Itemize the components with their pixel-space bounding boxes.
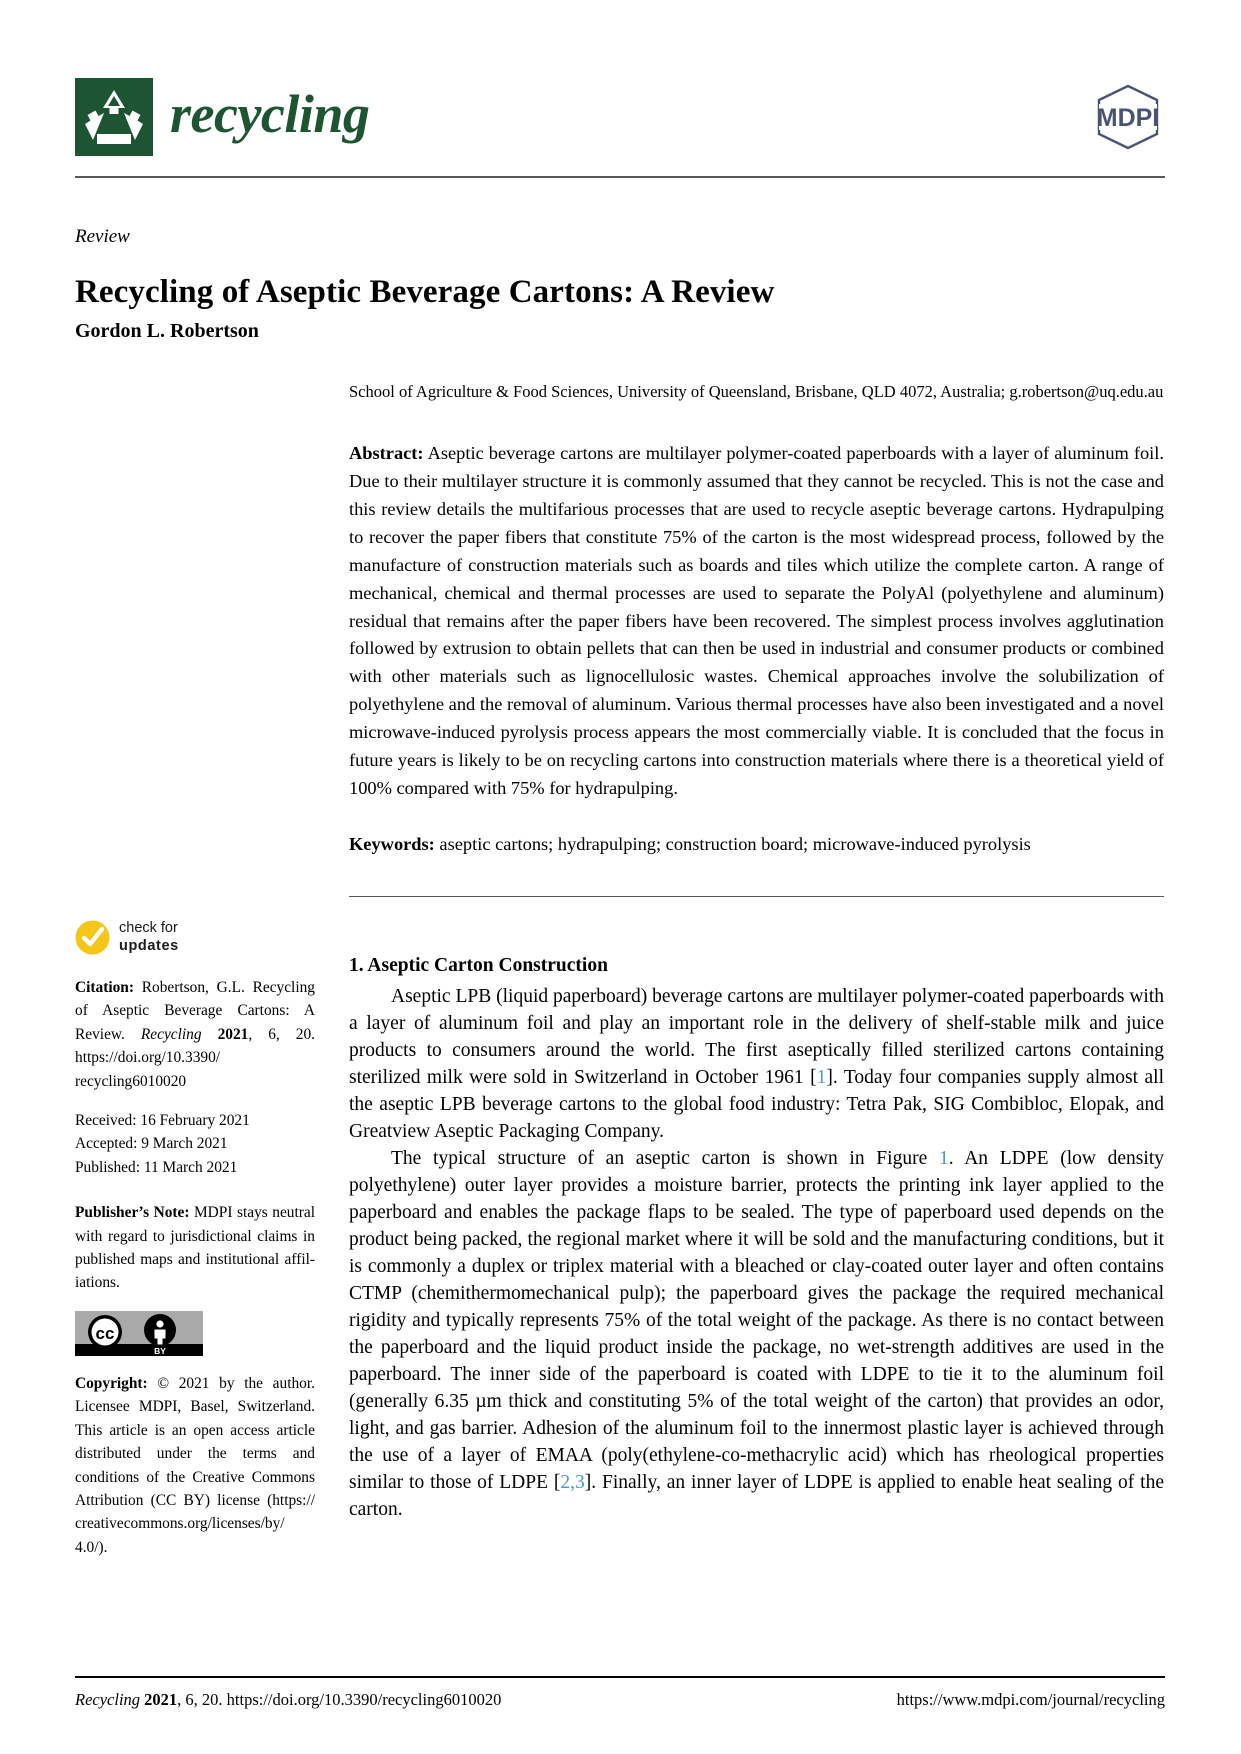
abstract-column (349, 380, 1164, 858)
masthead (75, 78, 1165, 170)
check-label-line1: check for (119, 920, 178, 937)
svg-text:cc: cc (95, 1323, 115, 1343)
footer-doi: , 6, 20. https://doi.org/10.3390/recycling6010020 (177, 1690, 502, 1709)
paragraph-2-part-b: . An LDPE (low density polyethylene) outer layer provides a moisture barrier, protects the printing ink layer applied to the paperboard and enables the package flaps to be sealed. The type of paperboard used depends on the product being packed, the regional market where it will be sold and the manufacturing conditions, but it is commonly a duplex or triplex material with a bleached or clay-coated outer layer and often contains CTMP (chemithermomechanical pulp); the paperboard gives the package the required mechanical rigidity and typically represents 75% of the total weight of the package. As there is no contact between the paperboard and the liquid product inside the package, no wet-strength additives are used in the paperboard. The inner side of the paperboard is coated with LDPE to tie it to the aluminum foil (generally 6.35 µm thick and constituting 5% of the total weight of the carton) that provides an odor, light, and gas barrier. Adhesion of the aluminum foil to the innermost plastic layer is achieved through the use of a layer of EMAA (poly(ethylene-co-methacrylic acid) which has rheological properties similar to those of LDPE [ (349, 1148, 1164, 1493)
footer-divider (75, 1676, 1165, 1678)
citation-journal: Recycling (140, 1025, 202, 1043)
copyright-label: Copyright: (75, 1374, 148, 1392)
footer-year: 2021 (144, 1690, 178, 1709)
page-title: Recycling of Aseptic Beverage Cartons: A Review (75, 274, 775, 311)
body-column (349, 955, 1164, 1523)
check-for-updates-label (119, 920, 179, 955)
paragraph-1-part-b: ]. Today four companies supply almost all the aseptic LPB beverage cartons to the global food industry: Tetra Pak, SIG Combibloc, Elopak, and Greatview Aseptic Packaging Company. (349, 1067, 1165, 1142)
keywords-text: aseptic cartons; hydrapulping; construction board; microwave-induced pyrolysis (439, 833, 1031, 854)
footer-citation (75, 1690, 501, 1710)
page-footer (75, 1690, 1165, 1710)
paragraph-2-part-c: ]. Finally, an inner layer of LDPE is applied to enable heat sealing of the carton. (349, 1472, 1164, 1520)
figure-link-1[interactable]: 1 (938, 1148, 949, 1169)
footer-journal-url[interactable]: https://www.mdpi.com/journal/recycling (896, 1690, 1165, 1709)
creative-commons-by-icon[interactable] (75, 1311, 203, 1356)
paragraph-2-part-a: The typical structure of an aseptic carton is shown in Figure (391, 1148, 939, 1169)
masthead-divider (75, 176, 1165, 178)
citation-link-2-3[interactable]: 2,3 (560, 1472, 585, 1493)
article-type: Review (75, 226, 130, 247)
svg-text:MDPI: MDPI (1096, 104, 1160, 132)
keywords-label: Keywords: (349, 833, 435, 854)
citation-link-1[interactable]: 1 (816, 1067, 827, 1088)
section-heading-1: 1. Aseptic Carton Construction (349, 955, 608, 976)
publisher-note-label: Publisher’s Note: (75, 1204, 190, 1222)
keywords-block (349, 831, 1164, 859)
sidebar (75, 920, 315, 1575)
copyright-text: © 2021 by the author. Licensee MDPI, Basel, Switzerland. This article is an open access article distributed under the terms and conditions of the Creative Commons Attribution (CC BY) license (https:// creativecommons.org/licenses/by/ 4.0/). (75, 1374, 315, 1556)
abstract-text: Aseptic beverage cartons are multilayer polymer-coated paperboards with a layer of aluminum foil. Due to their multilayer structure it is commonly assumed that they cannot be recycled. This is not the case and this review details the multifarious processes that are used to recycle aseptic beverage cartons. Hydrapulping to recover the paper fibers that constitute 75% of the carton is the most widespread process, followed by the manufacture of construction materials such as boards and tiles which utilize the complete carton. A range of mechanical, chemical and thermal processes are used to separate the PolyAl (polyethylene and aluminum) residual that remains after the paper fibers have been recovered. The simplest process involves agglutination followed by extrusion to obtain pellets that can then be used in industrial and consumer products or combined with other materials such as lignocellulosic wastes. Chemical approaches involve the solubilization of polyethylene and the removal of aluminum. Various thermal processes have also been investigated and a novel microwave-induced pyrolysis process appears the most commercially viable. It is concluded that the focus in future years is likely to be on recycling cartons into construction materials where there is a theoretical yield of 100% compared with 75% for hydrapulping. (349, 443, 1164, 798)
paragraph-2 (349, 1145, 1164, 1523)
footer-journal: Recycling (75, 1690, 141, 1709)
paragraph-1 (349, 983, 1164, 1145)
abstract-block (349, 440, 1164, 802)
paragraph-1-part-a: Aseptic LPB (liquid paperboard) beverage cartons are multilayer polymer-coated paperboards with a layer of aluminum foil and play an important role in the delivery of shelf-stable milk and juice products to consumers around the world. The first aseptically filled sterilized cartons containing sterilized milk were sold in Switzerland in October 1961 [ (349, 986, 1164, 1088)
citation-year: 2021 (217, 1025, 249, 1043)
affiliation: School of Agriculture & Food Sciences, University of Queensland, Brisbane, QLD 4072, Australia; g.robertson@uq.edu.au (349, 382, 1164, 401)
citation-label: Citation: (75, 979, 134, 996)
journal-title: recycling (170, 84, 370, 144)
journal-brand[interactable] (75, 78, 369, 156)
published-date: Published: 11 March 2021 (75, 1158, 238, 1176)
author-list: Gordon L. Robertson (75, 320, 259, 342)
history-dates (75, 1109, 315, 1179)
publisher-note-text: MDPI stays neutral with regard to jurisdictional claims in published maps and institutional affil-iations. (75, 1204, 315, 1292)
citation-block (75, 976, 315, 1093)
check-circle-icon (75, 920, 110, 955)
citation-text: Robertson, G.L. Recycling of Aseptic Beverage Cartons: A Review. (75, 979, 315, 1043)
citation-volume-page: , 6, 20. https://doi.org/10.3390/ recycling6010020 (75, 1025, 315, 1090)
recycling-logo-icon (75, 78, 153, 156)
received-date: Received: 16 February 2021 (75, 1112, 250, 1130)
abstract-divider (349, 896, 1164, 897)
accepted-date: Accepted: 9 March 2021 (75, 1135, 228, 1153)
mdpi-logo-icon[interactable] (1091, 80, 1165, 154)
svg-text:BY: BY (154, 1345, 166, 1356)
check-for-updates-badge[interactable] (75, 920, 315, 955)
publisher-note (75, 1201, 315, 1295)
abstract-label: Abstract: (349, 443, 424, 464)
check-label-line2: updates (119, 937, 179, 954)
copyright-block (75, 1372, 315, 1559)
